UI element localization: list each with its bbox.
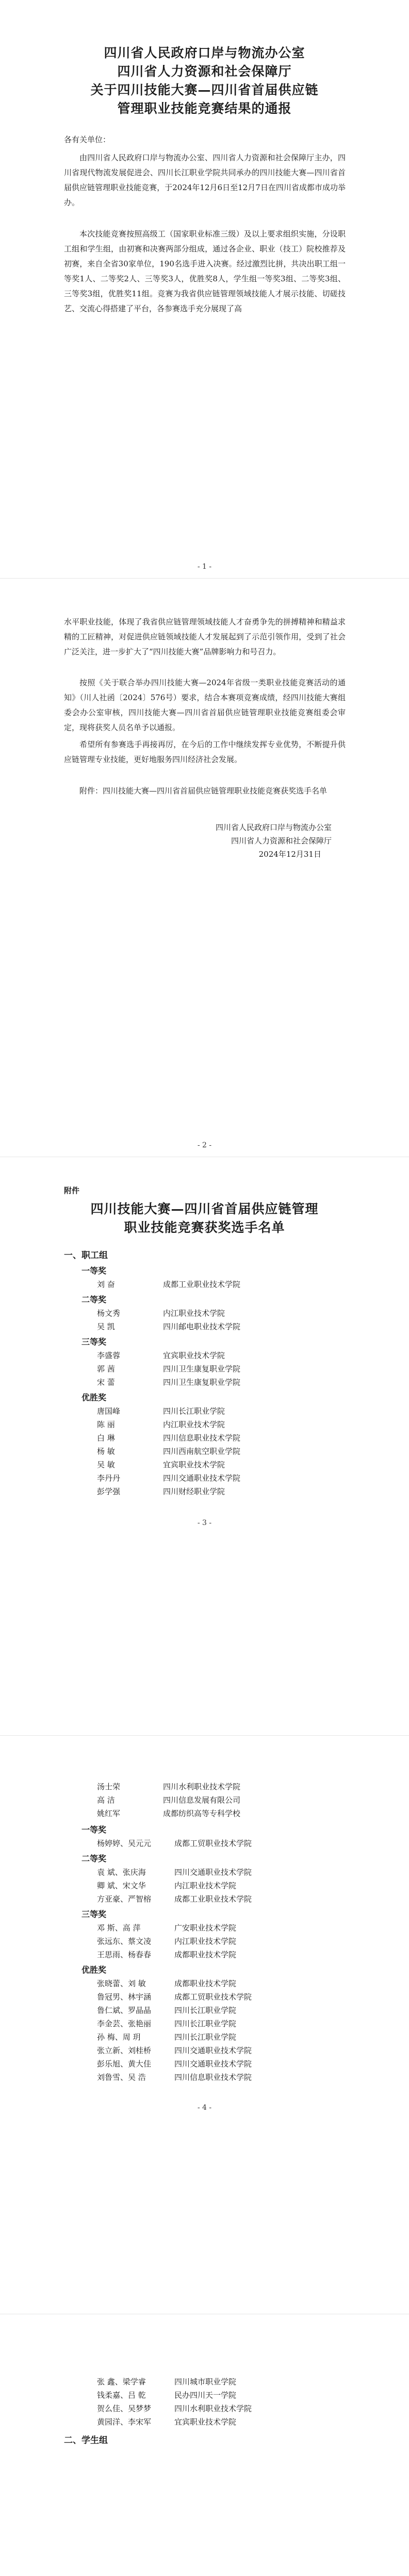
winner-name: 姚红军 bbox=[97, 1809, 121, 1818]
attachment-title-line-2: 职业技能竞赛获奖选手名单 bbox=[124, 1220, 285, 1235]
winner-name: 杨 敏 bbox=[97, 1447, 115, 1456]
winner-org: 内江职业技术学院 bbox=[174, 1881, 237, 1890]
winner-name: 张远东、蔡文凌 bbox=[97, 1937, 152, 1946]
winner-name: 张 鑫、梁学睿 bbox=[97, 2377, 146, 2386]
winner-name: 张立新、刘桂桥 bbox=[97, 2046, 152, 2055]
winner-org: 宜宾职业技术学院 bbox=[174, 2417, 237, 2427]
category-third: 三等奖 bbox=[81, 1909, 107, 1919]
attachment-title-line-1: 四川技能大赛—四川省首届供应链管理 bbox=[90, 1201, 319, 1216]
notice-title-line-1: 四川省人民政府口岸与物流办公室 bbox=[104, 45, 305, 60]
winner-name: 杨文秀 bbox=[97, 1309, 121, 1318]
notice-title-line-3: 关于四川技能大赛—四川省首届供应链 bbox=[90, 82, 319, 97]
category-second: 二等奖 bbox=[81, 1854, 107, 1863]
winner-org: 内江职业技术学院 bbox=[163, 1309, 225, 1318]
list-item bbox=[97, 1892, 252, 1906]
list-item bbox=[97, 2071, 252, 2084]
list-item bbox=[97, 1837, 252, 1850]
winner-name: 汤士荣 bbox=[97, 1782, 121, 1791]
winner-name: 方亚豪、严智榕 bbox=[97, 1894, 152, 1904]
winner-name: 彭乐旭、黄大佳 bbox=[97, 2059, 152, 2069]
winner-name: 袁 斌、张庆海 bbox=[97, 1868, 146, 1877]
category-merit: 优胜奖 bbox=[81, 1965, 107, 1975]
page-number: - 3 - bbox=[197, 1519, 212, 1527]
winner-name: 陈 丽 bbox=[97, 1420, 115, 1429]
notice-title-line-2: 四川省人力资源和社会保障厅 bbox=[117, 64, 292, 79]
list-item bbox=[97, 1404, 225, 1418]
winner-name: 李盛蓉 bbox=[97, 1351, 121, 1360]
notice-title-line-4: 管理职业技能竞赛结果的通报 bbox=[117, 101, 292, 116]
winner-org: 四川交通职业技术学院 bbox=[174, 2059, 252, 2069]
winner-name: 卿 斌、宋文华 bbox=[97, 1881, 146, 1890]
list-item bbox=[97, 1376, 240, 1389]
winner-org: 四川卫生康复职业学院 bbox=[163, 1378, 241, 1387]
list-item bbox=[97, 1431, 240, 1445]
winner-org: 成都工贸职业技术学院 bbox=[174, 1839, 252, 1848]
winner-org: 四川长江职业学院 bbox=[174, 2006, 237, 2015]
list-item bbox=[97, 1471, 240, 1485]
paragraph-basis: 按照《关于联合举办四川技能大赛—2024年省级一类职业技能竞赛活动的通知》（川人社函〔2024〕576号）要求，结合本赛项竞赛成绩，经四川技能大赛组委会办公室审核，四川技能大赛—四川省首届供应链管理职业技能竞赛组委会审定，现将获奖人员名单予以通报。 bbox=[64, 678, 346, 732]
salutation: 各有关单位： bbox=[64, 135, 111, 144]
list-item bbox=[97, 2017, 236, 2030]
list-item bbox=[97, 1879, 236, 1892]
category-merit: 优胜奖 bbox=[81, 1393, 107, 1402]
list-item bbox=[97, 1935, 236, 1948]
page-2 bbox=[0, 579, 409, 1157]
winner-name: 刘鲁雪、吴 浩 bbox=[97, 2073, 146, 2082]
list-item bbox=[97, 2044, 252, 2057]
winner-org: 四川长江职业学院 bbox=[174, 2032, 237, 2042]
list-item bbox=[97, 1793, 240, 1807]
list-item bbox=[97, 2030, 236, 2044]
winner-org: 成都工业职业技术学院 bbox=[163, 1280, 241, 1289]
signature-department: 四川省人力资源和社会保障厅 bbox=[231, 836, 332, 845]
list-item bbox=[97, 1807, 240, 1820]
list-item bbox=[97, 1485, 225, 1498]
winner-name: 吴 敏 bbox=[97, 1460, 115, 1469]
winner-name: 王思雨、杨春春 bbox=[97, 1950, 152, 1959]
list-item bbox=[97, 1458, 225, 1471]
winner-org: 成都职业技术学院 bbox=[174, 1979, 237, 1988]
category-first: 一等奖 bbox=[81, 1266, 107, 1276]
winner-name: 鲁仁斌、罗晶晶 bbox=[97, 2006, 152, 2015]
winner-org: 宜宾职业技术学院 bbox=[163, 1351, 225, 1360]
paragraph-intro: 由四川省人民政府口岸与物流办公室、四川省人力资源和社会保障厅主办，四川省现代物流发展促进会、四川长江职业学院共同承办的四川技能大赛—四川省首届供应链管理职业技能竞赛，于2024年12月6日至12月7日在四川省成都市成功举办。 bbox=[64, 153, 346, 207]
page-number: - 1 - bbox=[197, 563, 212, 571]
signature-date: 2024年12月31日 bbox=[258, 850, 321, 859]
paragraph-continuation: 水平职业技能，体现了我省供应链管理领域技能人才奋勇争先的拼搏精神和精益求精的工匠精神，对促进供应链领域技能人才发展起到了示范引领作用，受到了社会广泛关注，进一步扩大了“四川技能大赛”品牌影响力和号召力。 bbox=[64, 617, 346, 656]
winner-org: 四川卫生康复职业学院 bbox=[163, 1364, 241, 1374]
winner-org: 宜宾职业技术学院 bbox=[163, 1460, 225, 1469]
category-first: 一等奖 bbox=[81, 1825, 107, 1835]
winner-org: 成都纺织高等专科学校 bbox=[163, 1809, 241, 1818]
list-item bbox=[97, 1948, 236, 1961]
winner-org: 四川城市职业学院 bbox=[174, 2377, 237, 2386]
list-item bbox=[97, 2415, 236, 2429]
winner-org: 四川水利职业技术学院 bbox=[163, 1782, 241, 1791]
winner-org: 四川交通职业技术学院 bbox=[174, 2046, 252, 2055]
winner-name: 黄园洋、李宋军 bbox=[97, 2417, 152, 2427]
category-third: 三等奖 bbox=[81, 1337, 107, 1347]
list-item bbox=[97, 2004, 236, 2017]
section-staff: 一、职工组 bbox=[64, 1250, 108, 1261]
list-item bbox=[97, 1307, 225, 1320]
winner-name: 白 琳 bbox=[97, 1433, 115, 1443]
winner-org: 四川长江职业学院 bbox=[174, 2019, 237, 2028]
page-5 bbox=[0, 2314, 409, 2576]
list-item bbox=[97, 2057, 252, 2071]
winner-org: 四川长江职业学院 bbox=[163, 1406, 225, 1416]
winner-name: 李丹丹 bbox=[97, 1473, 121, 1483]
winner-org: 四川信息职业技术学院 bbox=[174, 2073, 252, 2082]
list-item bbox=[97, 1418, 225, 1431]
winner-org: 广安职业技术学院 bbox=[174, 1923, 237, 1933]
winner-name: 郭 茜 bbox=[97, 1364, 115, 1374]
winner-name: 彭学强 bbox=[97, 1487, 121, 1496]
winner-org: 民办四川天一学院 bbox=[174, 2391, 237, 2400]
list-item bbox=[97, 2388, 236, 2402]
list-item bbox=[97, 1278, 240, 1291]
winner-name: 吴 凯 bbox=[97, 1322, 115, 1331]
winner-org: 成都职业技术学院 bbox=[174, 1950, 237, 1959]
list-item bbox=[97, 2375, 236, 2388]
list-item bbox=[97, 1445, 240, 1458]
list-item bbox=[97, 1866, 252, 1879]
paragraph-hope: 希望所有参赛选手再接再厉，在今后的工作中继续发挥专业优势，不断提升供应链管理专业技能，更好地服务四川经济社会发展。 bbox=[64, 740, 346, 764]
winner-org: 四川交通职业技术学院 bbox=[163, 1473, 241, 1483]
winner-name: 鲁冠男、林宇涵 bbox=[97, 1992, 152, 2002]
winner-name: 钱柔嘉、吕 乾 bbox=[97, 2391, 146, 2400]
signature-office: 四川省人民政府口岸与物流办公室 bbox=[215, 823, 332, 832]
winner-org: 成都工贸职业技术学院 bbox=[174, 1992, 252, 2002]
winner-name: 孙 梅、周 玥 bbox=[97, 2032, 141, 2042]
winner-name: 邓 斯、高 萍 bbox=[97, 1923, 141, 1933]
winner-org: 内江职业技术学院 bbox=[174, 1937, 237, 1946]
winner-name: 唐国峰 bbox=[97, 1406, 121, 1416]
attachment-label: 附件 bbox=[64, 1186, 80, 1195]
winner-org: 四川财经职业学院 bbox=[163, 1487, 225, 1496]
winner-org: 内江职业技术学院 bbox=[163, 1420, 225, 1429]
page-1 bbox=[0, 0, 409, 578]
winner-name: 高 洁 bbox=[97, 1795, 115, 1805]
winner-org: 四川西南航空职业学院 bbox=[163, 1447, 241, 1456]
section-student: 二、学生组 bbox=[64, 2435, 108, 2446]
list-item bbox=[97, 1990, 252, 2004]
winner-name: 刘 奋 bbox=[97, 1280, 115, 1289]
winner-org: 四川信息职业技术学院 bbox=[163, 1433, 241, 1443]
winner-name: 李金芸、张艳丽 bbox=[97, 2019, 152, 2028]
winner-name: 张晓蕾、刘 敏 bbox=[97, 1979, 146, 1988]
paragraph-results: 本次技能竞赛按照高级工（国家职业标准三级）及以上要求组织实施，分设职工组和学生组，由初赛和决赛两部分组成，通过各企业、职业（技工）院校推荐及初赛，来自全省30家单位，190名选手进入决赛。经过激烈比拼，共决出职工组一等奖1人、二等奖2人、三等奖3人，优胜奖8人，学生组一等奖3组、二等奖3组、三等奖3组，优胜奖11组。竞赛为我省供应链管理领域技能人才展示技能、切磋技艺、交流心得搭建了平台，各参赛选手充分展现了高 bbox=[64, 229, 346, 313]
attachment-note: 附件：四川技能大赛—四川省首届供应链管理职业技能竞赛获奖选手名单 bbox=[79, 786, 328, 795]
list-item bbox=[97, 1362, 240, 1376]
winner-org: 四川水利职业技术学院 bbox=[174, 2404, 252, 2413]
winner-name: 贺么佳、吴梦梦 bbox=[97, 2404, 152, 2413]
page-number: - 2 - bbox=[197, 1141, 212, 1149]
list-item bbox=[97, 1349, 225, 1362]
winner-org: 四川邮电职业技术学院 bbox=[163, 1322, 241, 1331]
list-item bbox=[97, 1921, 236, 1935]
page-number: - 4 - bbox=[197, 2104, 212, 2112]
page-3 bbox=[0, 1157, 409, 1735]
winner-org: 四川交通职业技术学院 bbox=[174, 1868, 252, 1877]
list-item bbox=[97, 1780, 240, 1793]
winner-name: 宋 蕾 bbox=[97, 1378, 115, 1387]
winner-org: 四川信息发展有限公司 bbox=[163, 1795, 241, 1805]
list-item bbox=[97, 2402, 252, 2415]
winner-org: 成都工业职业技术学院 bbox=[174, 1894, 252, 1904]
list-item bbox=[97, 1320, 240, 1333]
winner-name: 杨婷婷、吴元元 bbox=[97, 1839, 152, 1848]
list-item bbox=[97, 1977, 236, 1990]
category-second: 二等奖 bbox=[81, 1295, 107, 1304]
page-4 bbox=[0, 1736, 409, 2314]
